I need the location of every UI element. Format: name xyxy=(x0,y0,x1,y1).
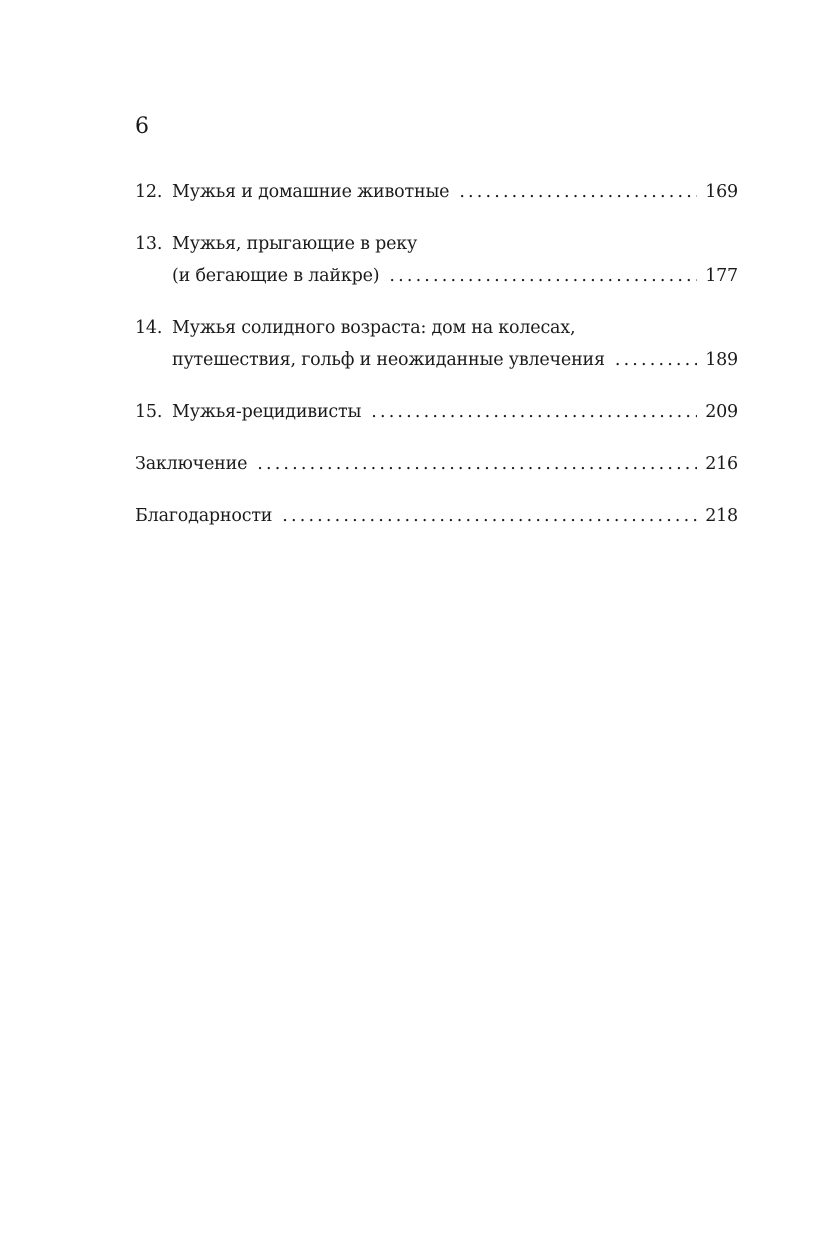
toc-entry-number: 13. xyxy=(135,234,163,254)
toc-entry-page: 216 xyxy=(705,454,738,474)
dot-leader xyxy=(459,176,697,208)
toc-entry-12[interactable] xyxy=(135,176,738,208)
toc-entry-title-continued: путешествия, гольф и неожиданные увлечения xyxy=(172,350,605,370)
dot-leader xyxy=(282,500,697,532)
toc-entry-title: Мужья солидного возраста: дом на колесах, xyxy=(172,318,576,338)
toc-entry-title: Мужья-рецидивисты xyxy=(172,402,362,422)
toc-entry-line xyxy=(135,344,738,376)
dot-leader xyxy=(257,448,697,480)
toc-entry-13[interactable] xyxy=(135,228,738,292)
toc-entry-page: 209 xyxy=(705,402,738,422)
table-of-contents xyxy=(135,176,738,552)
toc-entry-page: 189 xyxy=(705,350,738,370)
toc-entry-number: 15. xyxy=(135,402,163,422)
toc-entry-conclusion[interactable] xyxy=(135,448,738,480)
toc-entry-title: Заключение xyxy=(135,454,248,474)
toc-entry-line xyxy=(135,228,738,260)
toc-entry-number: 12. xyxy=(135,182,163,202)
toc-entry-15[interactable] xyxy=(135,396,738,428)
toc-entry-page: 218 xyxy=(705,506,738,526)
dot-leader xyxy=(389,260,697,292)
toc-entry-line xyxy=(135,260,738,292)
toc-entry-number: 14. xyxy=(135,318,163,338)
toc-entry-acknowledgements[interactable] xyxy=(135,500,738,532)
page-number: 6 xyxy=(135,114,149,139)
toc-entry-line xyxy=(135,448,738,480)
toc-entry-title: Мужья, прыгающие в реку xyxy=(172,234,418,254)
toc-entry-14[interactable] xyxy=(135,312,738,376)
toc-entry-line xyxy=(135,396,738,428)
toc-entry-title: Благодарности xyxy=(135,506,273,526)
toc-entry-line xyxy=(135,312,738,344)
toc-entry-page: 169 xyxy=(705,182,738,202)
toc-entry-title: Мужья и домашние животные xyxy=(172,182,450,202)
toc-entry-page: 177 xyxy=(705,266,738,286)
dot-leader xyxy=(371,396,697,428)
toc-entry-line xyxy=(135,500,738,532)
dot-leader xyxy=(615,344,697,376)
toc-entry-line xyxy=(135,176,738,208)
toc-entry-title-continued: (и бегающие в лайкре) xyxy=(172,266,380,286)
